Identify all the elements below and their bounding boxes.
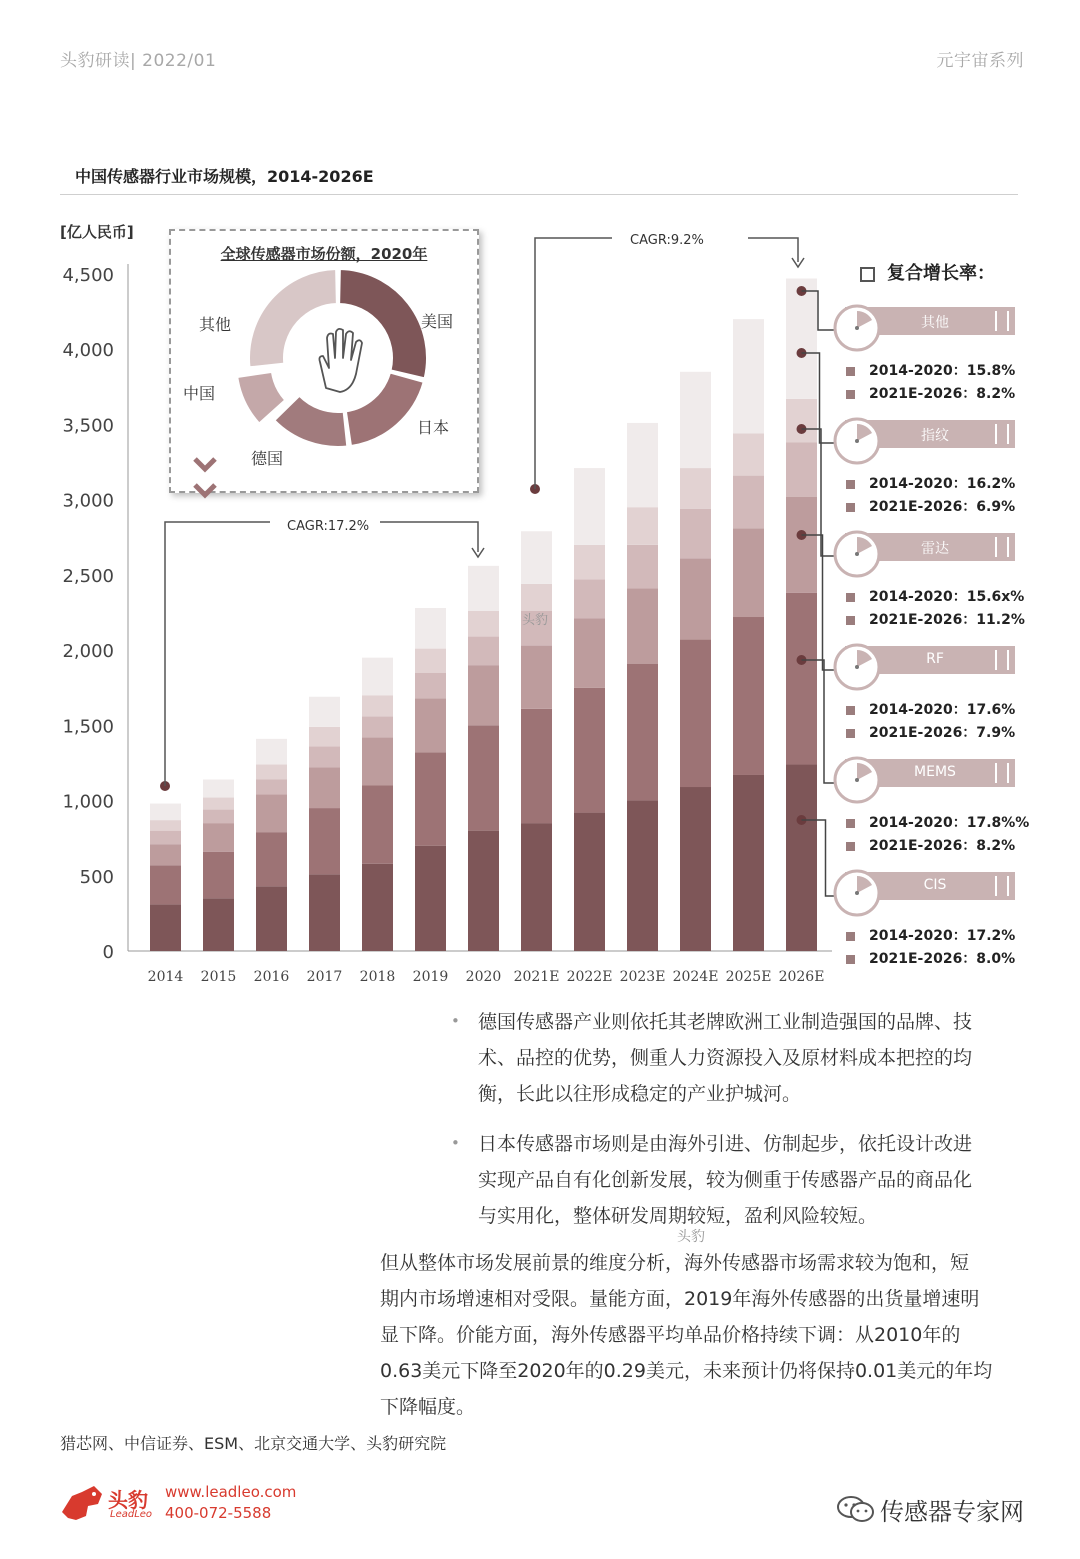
- banner-stripes: [995, 537, 1009, 557]
- growth-rate-line: [846, 722, 1015, 742]
- growth-rate-text: 2021E-2026：8.2%: [869, 386, 1016, 402]
- bullet-text-line: 实现产品自有化创新发展，较为侧重于传感器产品的商品化: [478, 1169, 973, 1191]
- bar-segment: [256, 832, 287, 886]
- cagr-label: CAGR:9.2%: [630, 233, 704, 248]
- bar-segment: [309, 767, 340, 808]
- bar-segment: [150, 844, 181, 865]
- bar-segment: [786, 593, 817, 765]
- bar-segment: [468, 566, 499, 611]
- bar-segment: [574, 468, 605, 545]
- growth-rate-text: 2021E-2026：11.2%: [869, 612, 1025, 628]
- growth-panel-title: [860, 259, 995, 285]
- bar-segment: [521, 531, 552, 584]
- bar-segment: [362, 737, 393, 785]
- y-tick-label: 1,500: [62, 716, 114, 738]
- growth-rate-text: 2014-2020：15.6x%: [869, 589, 1025, 605]
- bar-segment: [203, 823, 234, 852]
- bar-segment: [362, 786, 393, 864]
- x-tick-label: 2025E: [725, 969, 772, 985]
- paragraph-line: 但从整体市场发展前景的维度分析，海外传感器市场需求较为饱和，短: [380, 1252, 970, 1274]
- growth-series-name: 其他: [921, 315, 949, 331]
- gauge-icon: [832, 755, 882, 805]
- growth-rate-text: 2014-2020：16.2%: [869, 476, 1016, 492]
- bar-segment: [203, 779, 234, 797]
- growth-rate-line: [846, 925, 1015, 945]
- donut-label: 中国: [182, 384, 216, 403]
- cagr-line: [535, 238, 612, 489]
- bar-segment: [733, 319, 764, 433]
- banner-stripes: [995, 650, 1009, 670]
- growth-rate-text: 2021E-2026：8.2%: [869, 838, 1016, 854]
- x-tick-label: 2015: [200, 969, 237, 985]
- bullet-text-line: 德国传感器产业则依托其老牌欧洲工业制造强国的品牌、技: [478, 1011, 973, 1033]
- bar-segment: [415, 846, 446, 951]
- growth-series-name: 雷达: [921, 541, 949, 557]
- hand-icon: [319, 329, 362, 392]
- bar-segment: [786, 399, 817, 443]
- bar-segment: [574, 688, 605, 813]
- growth-rate-line: [846, 360, 1015, 380]
- growth-rate-line: [846, 496, 1015, 516]
- bar-segment: [309, 874, 340, 951]
- banner-stripes: [995, 763, 1009, 783]
- bar-segment: [627, 664, 658, 801]
- chevron-down-icon: [195, 485, 215, 495]
- y-tick-label: 3,500: [62, 415, 114, 437]
- hand-outline: [319, 329, 362, 392]
- gauge-icon: [832, 642, 882, 692]
- growth-rate-line: [846, 473, 1015, 493]
- bar-segment: [680, 640, 711, 787]
- y-tick-label: 500: [79, 866, 114, 888]
- bar-segment: [309, 746, 340, 767]
- bar-segment: [256, 886, 287, 951]
- wechat-account-name: 传感器专家网: [880, 1498, 1024, 1526]
- bar-segment: [680, 372, 711, 468]
- donut-slice: [249, 269, 337, 367]
- bar-segment: [468, 637, 499, 666]
- bar-segment: [203, 898, 234, 951]
- bullet-text-line: 与实用化，整体研发周期较短，盈利风险较短。: [478, 1205, 878, 1227]
- y-tick-label: 1,000: [62, 791, 114, 813]
- chart-title: 中国传感器行业市场规模，2014-2026E: [75, 167, 374, 186]
- x-tick-label: 2022E: [566, 969, 613, 985]
- bar-segment: [680, 558, 711, 639]
- growth-rate-line: [846, 835, 1015, 855]
- x-tick-label: 2024E: [672, 969, 719, 985]
- bar-segment: [150, 865, 181, 904]
- bar-segment: [468, 831, 499, 951]
- x-tick-label: 2026E: [778, 969, 825, 985]
- bar-segment: [150, 904, 181, 951]
- bullet-square-icon: [846, 955, 855, 964]
- footer-url[interactable]: www.leadleo.com: [165, 1483, 297, 1501]
- bar-segment: [256, 764, 287, 779]
- donut-label: 德国: [250, 449, 284, 468]
- growth-rate-text: 2021E-2026：6.9%: [869, 499, 1016, 515]
- y-tick-label: 0: [102, 942, 114, 963]
- x-tick-label: 2017: [306, 969, 343, 985]
- growth-rate-line: [846, 812, 1029, 832]
- bar-segment: [150, 804, 181, 821]
- header-right: 元宇宙系列: [936, 51, 1024, 71]
- bullet-square-icon: [846, 480, 855, 489]
- wechat-icon: [836, 1494, 876, 1524]
- cagr-line: [380, 522, 478, 552]
- bar-segment: [415, 752, 446, 845]
- donut-label: 美国: [420, 312, 454, 331]
- bullet-square-icon: [846, 819, 855, 828]
- bar-segment: [468, 725, 499, 830]
- banner-stripes: [995, 424, 1009, 444]
- donut-label: 日本: [416, 418, 450, 437]
- chart-watermark: 头豹: [522, 613, 549, 628]
- bar-segment: [733, 617, 764, 775]
- x-tick-label: 2018: [359, 969, 396, 985]
- y-tick-label: 2,000: [62, 641, 114, 663]
- bar-segment: [521, 823, 552, 951]
- bullet-square-icon: [846, 842, 855, 851]
- bar-segment: [627, 423, 658, 507]
- growth-rate-text: 2014-2020：17.6%: [869, 702, 1016, 718]
- bullet-square-icon: [846, 503, 855, 512]
- donut-slice: [274, 396, 347, 447]
- bullet-square-icon: [846, 729, 855, 738]
- bar-segment: [362, 864, 393, 951]
- cagr-line: [748, 238, 798, 262]
- growth-title-text: 复合增长率：: [887, 263, 995, 284]
- growth-series-name: CIS: [923, 877, 947, 893]
- bar-segment: [680, 509, 711, 559]
- x-tick-label: 2020: [465, 969, 502, 985]
- growth-rate-text: 2014-2020：17.2%: [869, 928, 1016, 944]
- paragraph-line: 下降幅度。: [380, 1396, 476, 1418]
- bullet-dot-icon: •: [451, 1134, 460, 1152]
- bar-segment: [256, 779, 287, 794]
- bar-segment: [150, 820, 181, 831]
- bar-segment: [680, 468, 711, 509]
- growth-rate-line: [846, 609, 1025, 629]
- watermark-text: 头豹: [677, 1229, 705, 1245]
- growth-series-name: RF: [926, 651, 944, 667]
- paragraph-line: 显下降。价能方面，海外传感器平均单品价格持续下调：从2010年的: [380, 1324, 961, 1346]
- paragraph-line: 0.63美元下降至2020年的0.29美元，未来预计仍将保持0.01美元的年均: [380, 1360, 993, 1382]
- bar-segment: [468, 665, 499, 725]
- banner-stripes: [995, 311, 1009, 331]
- y-unit-label: [亿人民币]: [60, 223, 134, 241]
- bullet-dot-icon: •: [451, 1012, 460, 1030]
- bullet-text-line: 衡，长此以往形成稳定的产业护城河。: [478, 1083, 802, 1105]
- bullet-square-icon: [846, 593, 855, 602]
- bullet-square-icon: [846, 616, 855, 625]
- bar-segment: [309, 727, 340, 747]
- bullet-text-line: 日本传感器市场则是由海外引进、仿制起步，依托设计改进: [478, 1133, 973, 1155]
- footer-phone: 400-072-5588: [165, 1504, 272, 1522]
- bar-segment: [680, 787, 711, 951]
- bar-segment: [733, 528, 764, 617]
- y-tick-label: 2,500: [62, 565, 114, 587]
- bar-segment: [733, 433, 764, 475]
- gauge-icon: [832, 416, 882, 466]
- bar-segment: [574, 619, 605, 688]
- bar-segment: [203, 852, 234, 899]
- growth-rate-text: 2014-2020：17.8%%: [869, 815, 1030, 831]
- bar-segment: [627, 588, 658, 663]
- bar-segment: [415, 649, 446, 673]
- source-note: 猎芯网、中信证券、ESM、北京交通大学、头豹研究院: [60, 1434, 447, 1453]
- growth-series-name: 指纹: [921, 428, 949, 444]
- growth-rate-text: 2021E-2026：8.0%: [869, 951, 1016, 967]
- bar-segment: [362, 695, 393, 716]
- x-tick-label: 2016: [253, 969, 290, 985]
- gauge-icon: [832, 303, 882, 353]
- bar-segment: [521, 709, 552, 823]
- bar-segment: [627, 507, 658, 545]
- bar-segment: [415, 698, 446, 752]
- bullet-square-icon: [846, 367, 855, 376]
- bar-segment: [733, 775, 764, 951]
- x-tick-label: 2021E: [513, 969, 560, 985]
- bar-segment: [521, 584, 552, 611]
- bar-segment: [150, 831, 181, 845]
- bar-segment: [733, 476, 764, 529]
- donut-slice: [346, 373, 424, 447]
- y-tick-label: 4,000: [62, 340, 114, 362]
- bar-segment: [786, 764, 817, 951]
- bar-segment: [309, 808, 340, 874]
- bar-segment: [627, 801, 658, 951]
- brand-name-en: LeadLeo: [110, 1509, 153, 1520]
- bar-segment: [256, 739, 287, 765]
- chevron-down-icon: [195, 459, 215, 469]
- x-tick-label: 2023E: [619, 969, 666, 985]
- cagr-line: [165, 522, 270, 786]
- donut-label: 其他: [198, 315, 232, 334]
- bar-segment: [203, 798, 234, 810]
- cagr-label: CAGR:17.2%: [287, 519, 370, 534]
- bullet-square-icon: [846, 932, 855, 941]
- bar-segment: [362, 658, 393, 696]
- growth-rate-text: 2021E-2026：7.9%: [869, 725, 1016, 741]
- bullet-text-line: 术、品控的优势，侧重人力资源投入及原材料成本把控的均: [478, 1047, 973, 1069]
- y-tick-label: 4,500: [62, 265, 114, 286]
- gauge-icon: [832, 868, 882, 918]
- bar-segment: [256, 795, 287, 833]
- bar-segment: [574, 579, 605, 618]
- bar-segment: [574, 813, 605, 951]
- x-tick-label: 2019: [412, 969, 449, 985]
- brand-name: 头豹: [108, 1488, 148, 1512]
- share-inset-title: 全球传感器市场份额，2020年: [220, 245, 428, 263]
- donut-chart: [169, 229, 475, 519]
- bar-segment: [786, 279, 817, 399]
- bullet-square-icon: [846, 706, 855, 715]
- y-tick-label: 3,000: [62, 490, 114, 512]
- growth-rate-line: [846, 383, 1015, 403]
- header-left: 头豹研读| 2022/01: [60, 51, 217, 71]
- bar-segment: [415, 673, 446, 699]
- bar-segment: [574, 545, 605, 580]
- checkbox-icon: [860, 267, 875, 282]
- bar-segment: [627, 545, 658, 589]
- growth-series-name: MEMS: [914, 764, 956, 780]
- bar-segment: [203, 810, 234, 824]
- bar-segment: [362, 716, 393, 737]
- growth-rate-line: [846, 586, 1024, 606]
- bar-segment: [309, 697, 340, 727]
- bar-segment: [786, 442, 817, 496]
- bar-segment: [415, 608, 446, 649]
- banner-stripes: [995, 876, 1009, 896]
- growth-rate-line: [846, 948, 1015, 968]
- growth-rate-line: [846, 699, 1015, 719]
- bar-segment: [786, 497, 817, 593]
- leadleo-logo-icon: [58, 1482, 106, 1524]
- gauge-icon: [832, 529, 882, 579]
- x-tick-label: 2014: [147, 969, 184, 985]
- bar-segment: [468, 611, 499, 637]
- paragraph-line: 期内市场增速相对受限。量能方面，2019年海外传感器的出货量增速明: [380, 1288, 980, 1310]
- bullet-square-icon: [846, 390, 855, 399]
- growth-rate-text: 2014-2020：15.8%: [869, 363, 1016, 379]
- bar-segment: [521, 646, 552, 709]
